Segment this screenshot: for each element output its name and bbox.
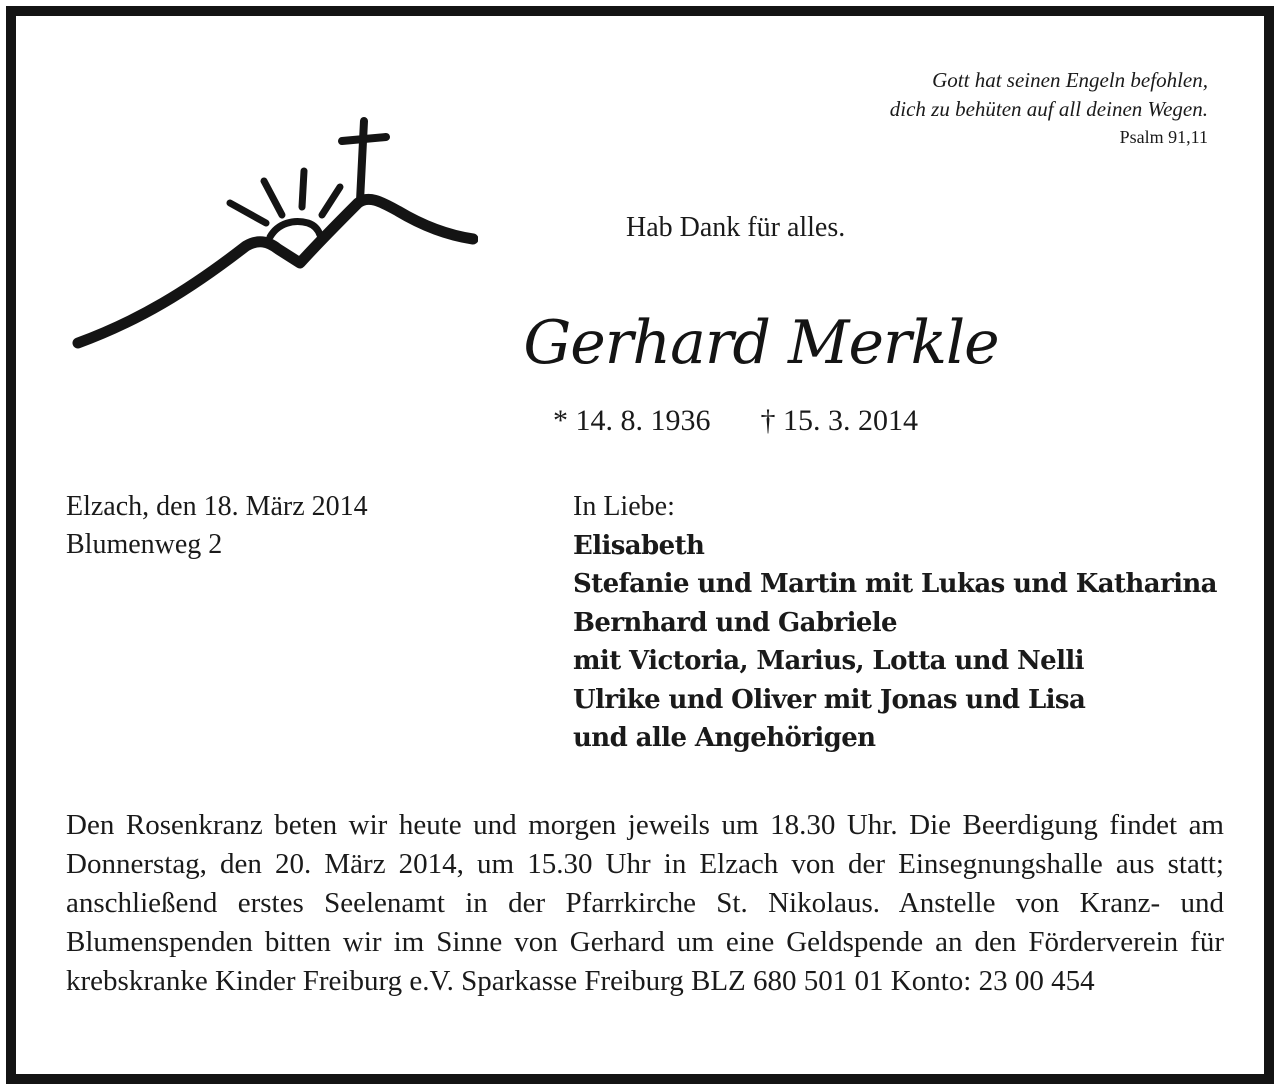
mourner-line: mit Victoria, Marius, Lotta und Nelli <box>573 646 1084 676</box>
bible-verse <box>688 66 1208 150</box>
mourner-line: und alle Angehörigen <box>573 723 876 753</box>
verse-line-2: dich zu behüten auf all deinen Wegen. <box>889 97 1208 121</box>
deceased-name: Gerhard Merkle <box>523 308 999 378</box>
mourner-line: Stefanie und Martin mit Lukas und Katharina <box>573 569 1217 599</box>
obituary-notice <box>6 6 1274 1084</box>
mourner-line: Bernhard und Gabriele <box>573 607 898 638</box>
mourners-list <box>573 527 1217 758</box>
death-date: † 15. 3. 2014 <box>760 404 918 437</box>
verse-reference: Psalm 91,11 <box>1119 127 1208 147</box>
mourner-line: Elisabeth <box>573 530 705 561</box>
mourner-line: Ulrike und Oliver mit Jonas und Lisa <box>573 684 1086 715</box>
thanks-line: Hab Dank für alles. <box>626 212 846 243</box>
birth-date: * 14. 8. 1936 <box>553 404 711 437</box>
place-date-line: Elzach, den 18. März 2014 <box>66 491 368 522</box>
mourners-block <box>573 488 1217 758</box>
funeral-announcement: Den Rosenkranz beten wir heute und morgen jeweils um 18.30 Uhr. Die Beerdigung findet am Donnerstag, den 20. März 2014, um 15.30 Uhr in Elzach von der Einsegnungshalle aus statt; anschließend erstes Seelenamt in der Pfarrkirche St. Nikolaus. Anstelle von Kranz- und Blumenspenden bitten wir im Sinne von Gerhard um eine Geldspende an den Förderverein für krebskranke Kinder Freiburg e.V. Sparkasse Freiburg BLZ 680 501 01 Konto: 23 00 454 <box>66 809 1224 997</box>
life-dates <box>553 404 918 438</box>
place-and-address <box>66 488 368 564</box>
mourners-intro: In Liebe: <box>573 491 675 522</box>
address-line: Blumenweg 2 <box>66 529 223 560</box>
verse-line-1: Gott hat seinen Engeln befohlen, <box>932 68 1208 92</box>
mountain-sun-cross-icon <box>68 111 478 351</box>
